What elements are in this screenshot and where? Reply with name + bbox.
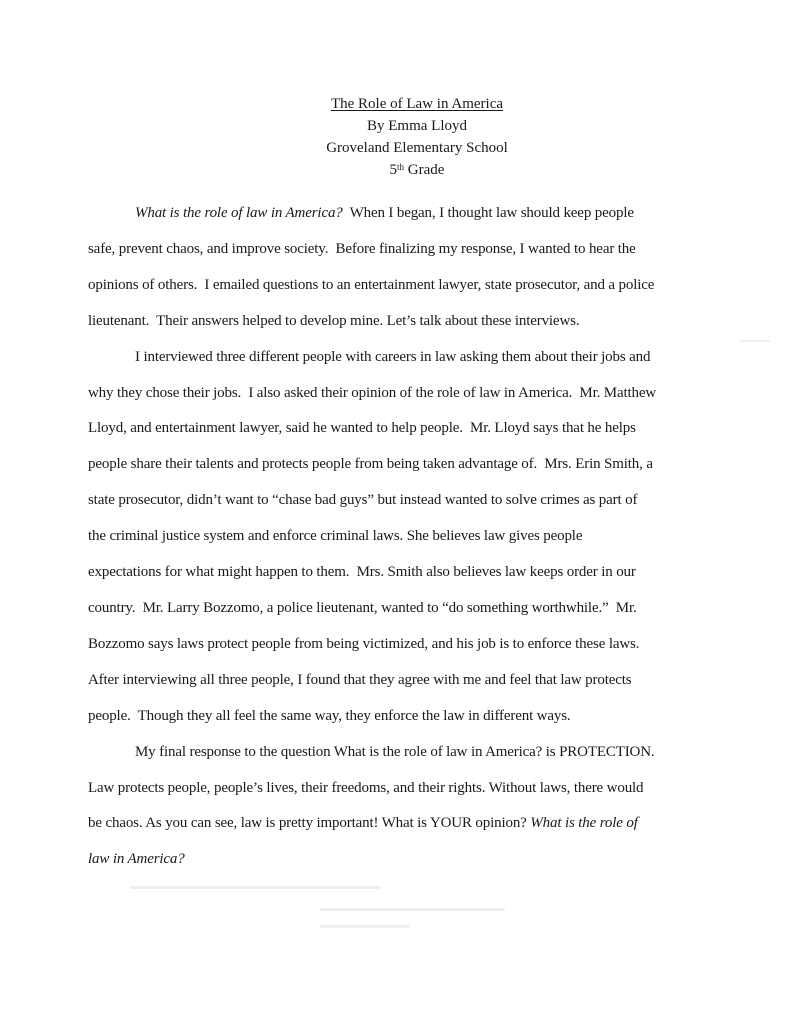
grade-word: Grade (407, 162, 445, 178)
text-run: country. Mr. Larry Bozzomo, a police lieutenant, wanted to “do something worthwhile.” Mr. (88, 599, 637, 616)
essay-header (0, 93, 786, 181)
text-run: Lloyd, and entertainment lawyer, said he wanted to help people. Mr. Lloyd says that he helps (88, 420, 636, 437)
text-run: Law protects people, people’s lives, their freedoms, and their rights. Without laws, there would (88, 779, 644, 796)
text-run: After interviewing all three people, I found that they agree with me and feel that law protects (88, 671, 632, 688)
essay-line (88, 627, 694, 663)
essay-line (88, 806, 694, 842)
essay-school: Groveland Elementary School (326, 140, 508, 156)
essay-line (88, 268, 694, 304)
essay-line (88, 663, 694, 699)
essay-line (88, 555, 694, 591)
essay-line (88, 340, 694, 376)
grade-suffix: th (397, 162, 405, 172)
text-run: I interviewed three different people with careers in law asking them about their jobs and (135, 348, 651, 365)
essay-line (88, 447, 694, 483)
text-run: the criminal justice system and enforce criminal laws. She believes law gives people (88, 528, 583, 545)
text-run: Bozzomo says laws protect people from being victimized, and his job is to enforce these laws. (88, 635, 640, 652)
text-run: When I began, I thought law should keep people (342, 205, 634, 221)
text-run: why they chose their jobs. I also asked their opinion of the role of law in America. Mr. Matthew (88, 384, 657, 401)
scan-artifact (320, 908, 505, 911)
essay-body (88, 196, 694, 878)
essay-line (88, 519, 694, 555)
text-run: expectations for what might happen to them. Mrs. Smith also believes law keeps order in our (88, 564, 636, 581)
italic-text: What is the role of (530, 815, 638, 832)
essay-line (88, 591, 694, 627)
scan-artifact (130, 886, 380, 889)
text-run: be chaos. As you can see, law is pretty important! What is YOUR opinion? (88, 815, 531, 832)
essay-author: By Emma Lloyd (367, 118, 467, 134)
text-run: state prosecutor, didn’t want to “chase bad guys” but instead wanted to solve crimes as part of (88, 492, 638, 509)
essay-line (88, 232, 694, 268)
essay-line (88, 196, 694, 232)
essay-line (88, 483, 694, 519)
essay-paragraph (88, 196, 694, 340)
text-run: safe, prevent chaos, and improve society. Before finalizing my response, I wanted to hear the (88, 240, 636, 257)
essay-line (88, 735, 694, 771)
grade-number: 5 (389, 162, 398, 178)
essay-line (88, 411, 694, 447)
essay-line (88, 771, 694, 807)
essay-line (88, 699, 694, 735)
text-run: opinions of others. I emailed questions to an entertainment lawyer, state prosecutor, and a police (88, 276, 655, 293)
essay-line (88, 304, 694, 340)
essay-title: The Role of Law in America (330, 96, 504, 112)
italic-text: law in America? (88, 851, 185, 868)
text-run: people. Though they all feel the same way, they enforce the law in different ways. (88, 707, 571, 724)
italic-text: What is the role of law in America? (135, 205, 343, 221)
essay-line (88, 842, 694, 878)
scan-artifact (320, 925, 410, 928)
essay-paragraph (88, 340, 694, 735)
text-run: lieutenant. Their answers helped to develop mine. Let’s talk about these interviews. (88, 312, 580, 329)
text-run: My final response to the question What is the role of law in America? is PROTECTION. (135, 743, 655, 760)
scan-artifact (740, 340, 770, 342)
essay-line (88, 376, 694, 412)
text-run: people share their talents and protects people from being taken advantage of. Mrs. Erin Smith, a (88, 456, 653, 473)
essay-paragraph (88, 735, 694, 879)
essay-grade (0, 159, 786, 181)
